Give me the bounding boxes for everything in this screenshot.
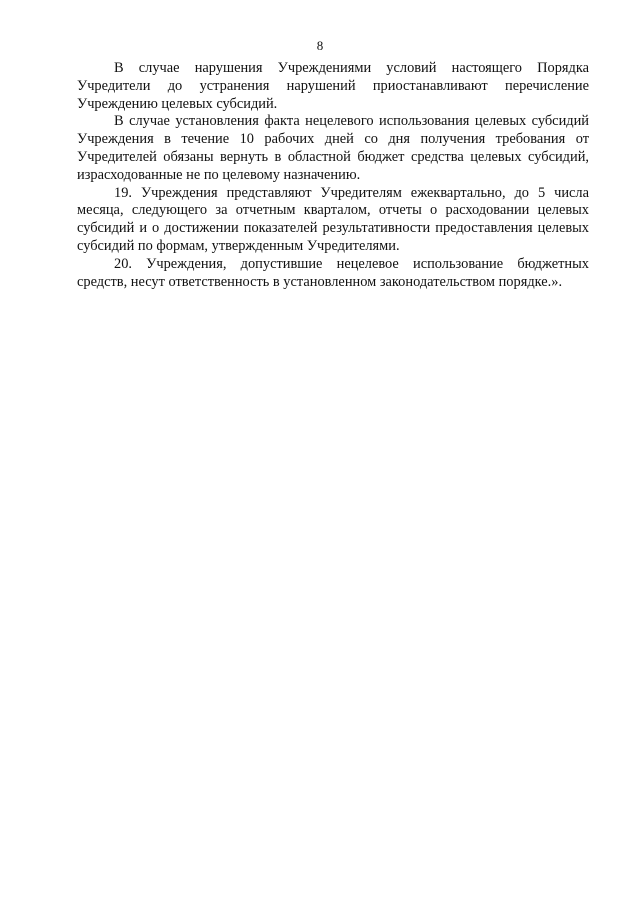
paragraph-item-20: 20. Учреждения, допустившие нецелевое использование бюджетных средств, несут ответственность в установленном законодательством порядке.».: [77, 255, 589, 290]
document-body: [77, 60, 589, 291]
paragraph-misuse-refund: В случае установления факта нецелевого использования целевых субсидий Учреждения в течение 10 рабочих дней со дня получения требования от Учредителей обязаны вернуть в областной бюджет средства целевых субсидий, израсходованные не по целевому назначению.: [77, 113, 589, 183]
page-number: 8: [316, 38, 324, 53]
paragraph-violation: В случае нарушения Учреждениями условий настоящего Порядка Учредители до устранения нарушений приостанавливают перечисление Учреждению целевых субсидий.: [77, 60, 589, 112]
paragraph-item-19: 19. Учреждения представляют Учредителям ежеквартально, до 5 числа месяца, следующего за отчетным кварталом, отчеты о расходовании целевых субсидий и о достижении показателей результативности предоставления целевых субсидий по формам, утвержденным Учредителями.: [77, 184, 589, 254]
